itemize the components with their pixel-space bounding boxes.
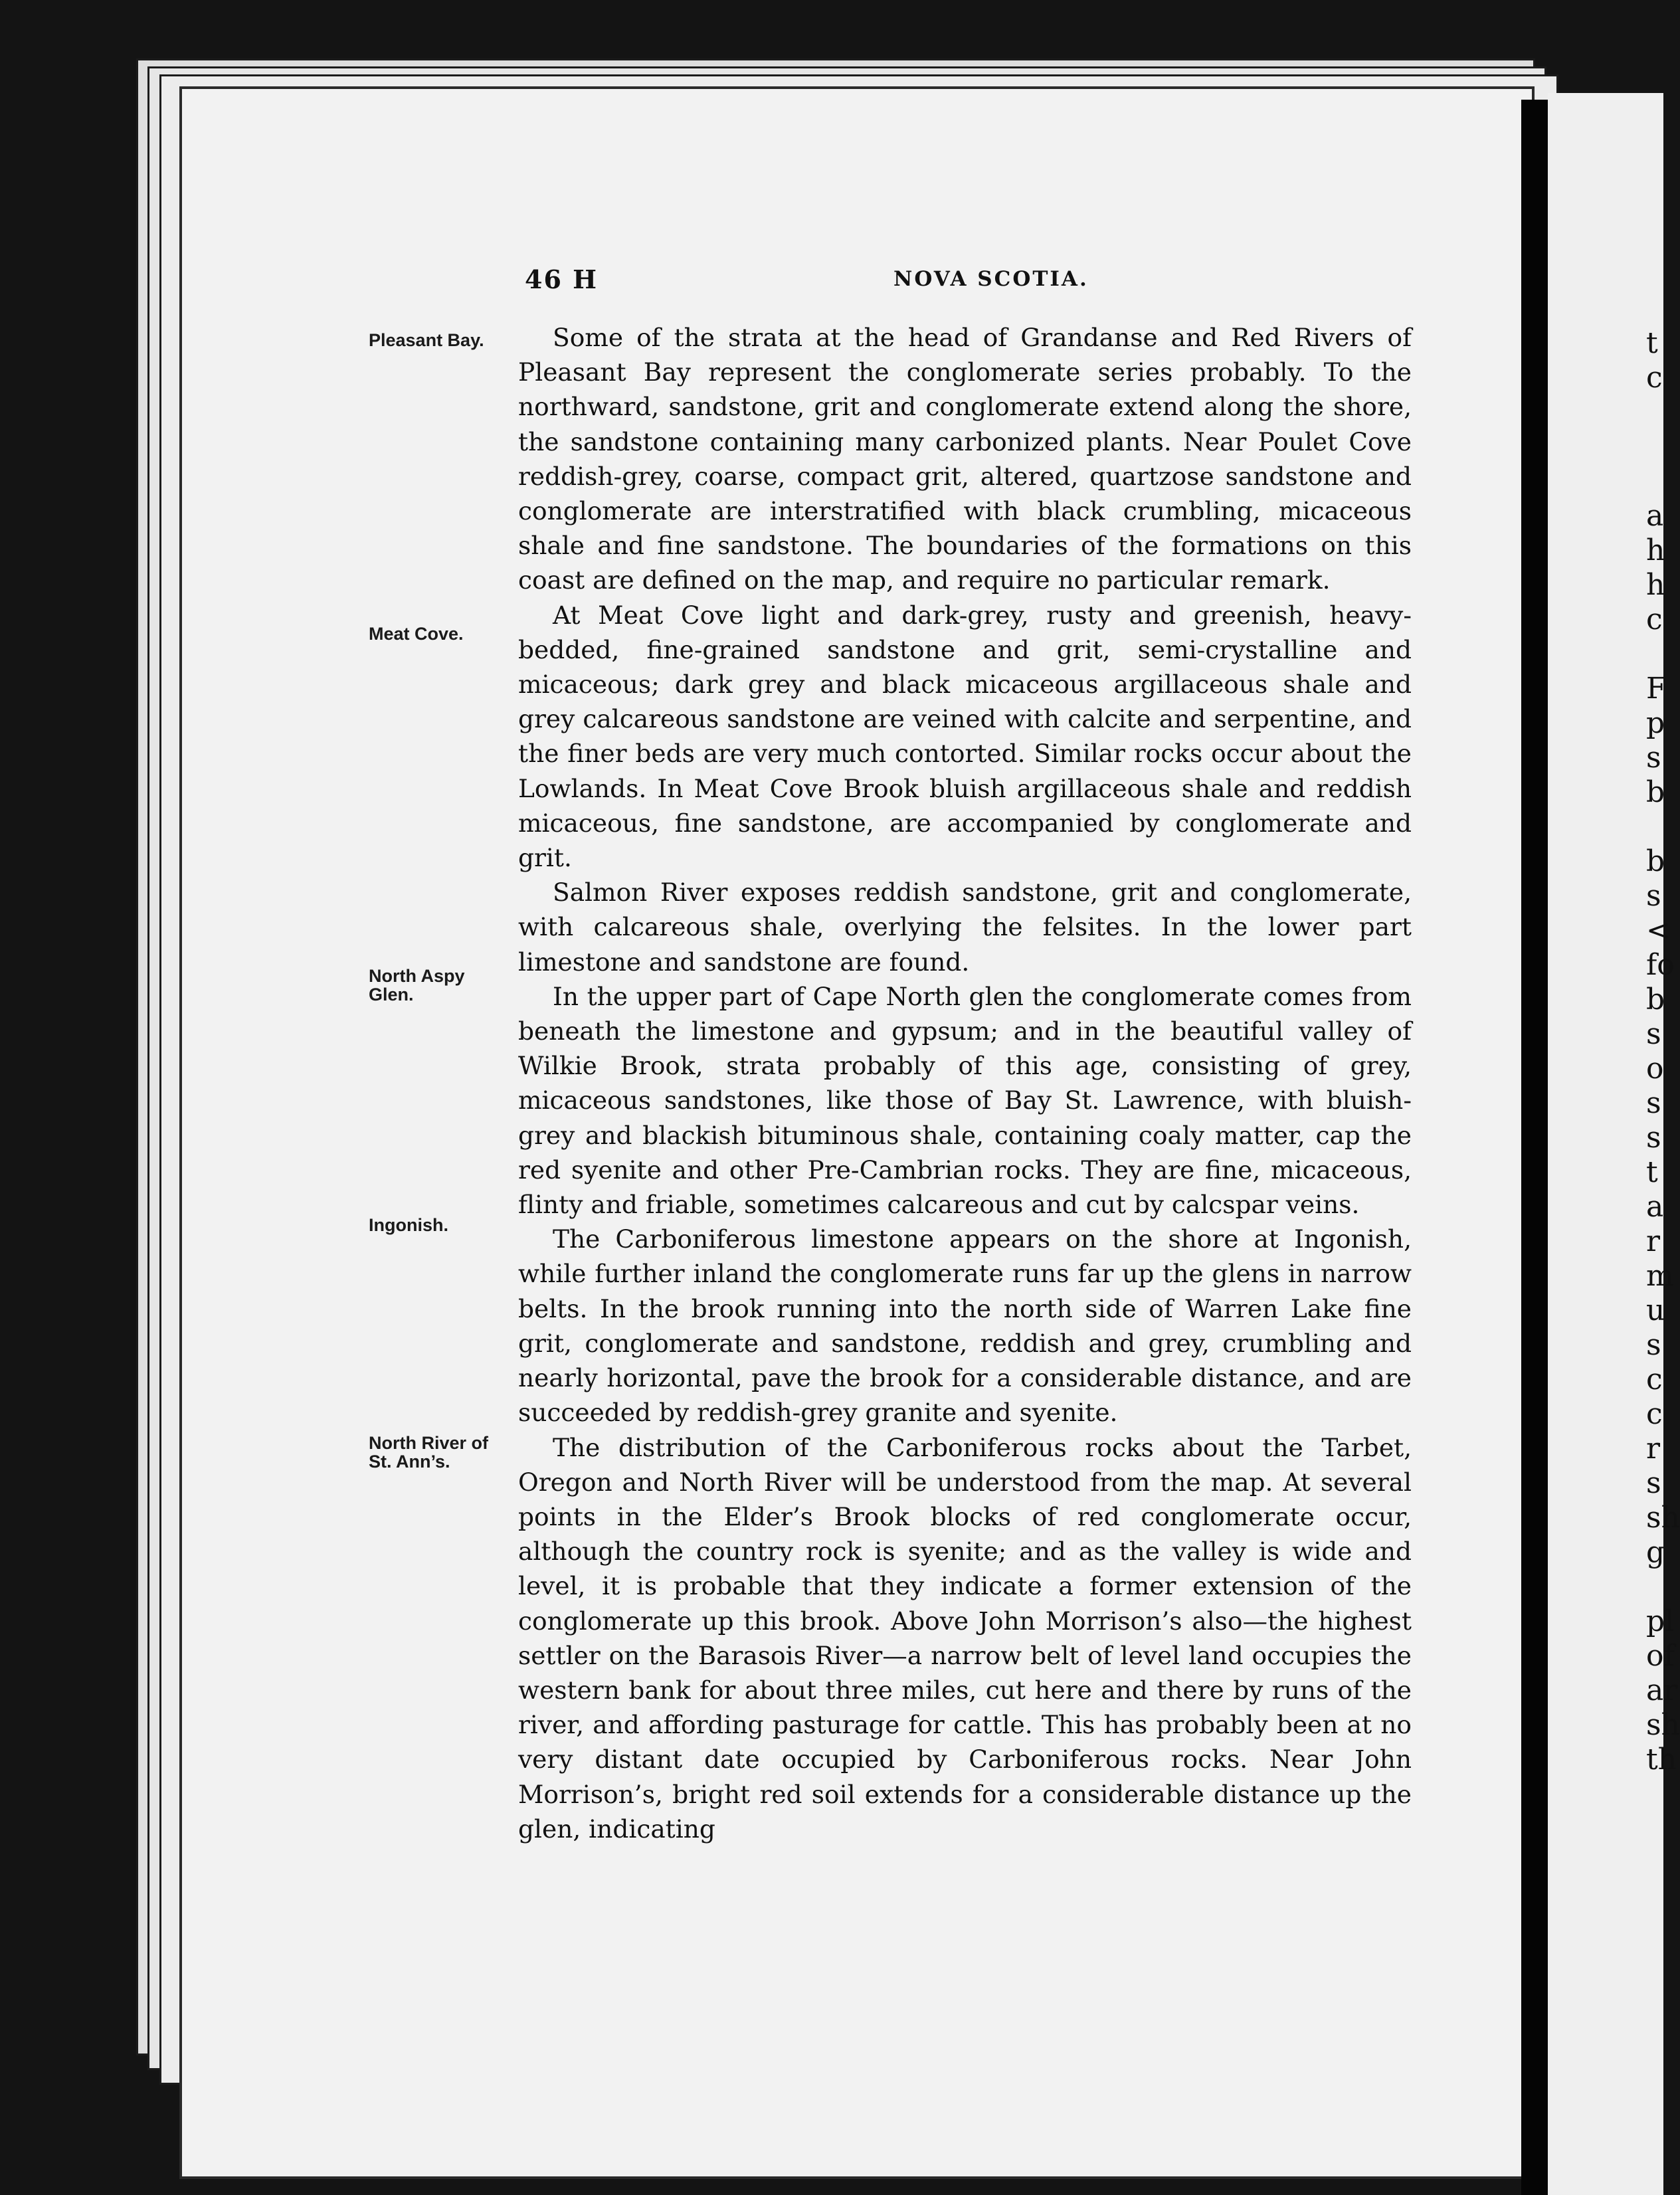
facing-page-fragment: sh	[1646, 1708, 1680, 1742]
facing-page-fragment: b	[1646, 844, 1665, 878]
facing-page-fragment: ar	[1646, 1673, 1678, 1707]
facing-page-fragment: g	[1646, 1535, 1665, 1569]
facing-page-fragment: c	[1646, 361, 1663, 395]
facing-page-fragment: p	[1646, 706, 1665, 740]
facing-page-fragment: b	[1646, 775, 1665, 809]
facing-page-fragment: s	[1646, 1121, 1661, 1155]
facing-page-fragment: t	[1646, 1155, 1658, 1189]
facing-page-fragment: s	[1646, 1328, 1661, 1362]
side-note-north-aspy-glen: North Aspy Glen.	[369, 966, 465, 1004]
body-text	[518, 320, 1412, 1846]
side-note-meat-cove: Meat Cove.	[369, 624, 464, 644]
facing-page-fragment: a	[1646, 499, 1664, 533]
facing-page-fragment: r	[1646, 1224, 1661, 1258]
paragraph-pleasant-bay: Some of the strata at the head of Grandanse and Red Rivers of Pleasant Bay represent the conglomerate series probably. To the northward, sandstone, grit and conglomerate extend along the shore, the sandstone containing many carbonized plants. Near Poulet Cove reddish-grey, coarse, compact grit, altered, quartzose sandstone and conglomerate are interstratified with black crumbling, micaceous shale and fine sandstone. The boundaries of the formations on this coast are defined on the map, and require no particular remark.	[518, 323, 1412, 595]
facing-page-fragment: s	[1646, 1017, 1661, 1051]
side-note-ingonish: Ingonish.	[369, 1215, 448, 1235]
facing-page-fragment: s	[1646, 879, 1661, 913]
facing-page-fragment: u	[1646, 1293, 1665, 1327]
facing-page	[1548, 93, 1680, 2195]
facing-page-fragment: s	[1646, 1466, 1661, 1500]
facing-page-fragment: o	[1646, 1052, 1664, 1086]
facing-page-fragment: r	[1646, 1432, 1661, 1466]
facing-page-fragment: th	[1646, 1743, 1677, 1776]
running-head: NOVA SCOTIA.	[893, 267, 1089, 291]
facing-page-fragment: c	[1646, 603, 1663, 636]
facing-page-fragment: m	[1646, 1259, 1674, 1293]
facing-page-fragment: <	[1646, 913, 1671, 947]
facing-page-fragment: pl	[1646, 1604, 1675, 1638]
paragraph-north-river: The distribution of the Carboniferous rocks about the Tarbet, Oregon and North River will be understood from the map. At several points in the Elder’s Brook blocks of red conglomerate occur, although the country rock is syenite; and as the valley is wide and level, it is probable that they indicate a former extension of the conglomerate up this brook. Above John Morrison’s also—the highest settler on the Barasois River—a narrow belt of level land occupies the western bank for about three miles, cut here and there by runs of the river, and affording pasturage for cattle. This has probably been at no very distant date occupied by Carboniferous rocks. Near John Morrison’s, bright red soil extends for a considerable distance up the glen, indicating	[518, 1432, 1412, 1844]
paragraph-meat-cove: At Meat Cove light and dark-grey, rusty and greenish, heavy-bedded, fine-grained sandstone and grit, semi-crystalline and micaceous; dark grey and black micaceous argillaceous shale and grey calcareous sandstone are veined with calcite and serpentine, and the finer beds are very much contorted. Similar rocks occur about the Lowlands. In Meat Cove Brook bluish argillaceous shale and reddish micaceous, fine sandstone, are accompanied by conglomerate and grit.	[518, 600, 1412, 873]
page-header	[525, 264, 1408, 298]
paragraph-north-aspy-glen: In the upper part of Cape North glen the conglomerate comes from beneath the limestone and gypsum; and in the beautiful valley of Wilkie Brook, strata probably of this age, consisting of grey, micaceous sandstones, like those of Bay St. Lawrence, with bluish-grey and blackish bituminous shale, containing coaly matter, cap the red syenite and other Pre-Cambrian rocks. They are fine, micaceous, flinty and friable, sometimes calcareous and cut by calcspar veins.	[518, 981, 1412, 1220]
side-note-pleasant-bay: Pleasant Bay.	[369, 330, 484, 350]
facing-page-fragment: t	[1646, 326, 1658, 360]
facing-page-fragment: h	[1646, 533, 1665, 567]
facing-page-fragment: h	[1646, 568, 1665, 602]
facing-page-fragment: of	[1646, 1639, 1675, 1673]
facing-page-fragment: F	[1646, 672, 1667, 706]
side-note-north-river-st-anns: North River of St. Ann’s.	[369, 1433, 489, 1472]
page-number: 46 H	[525, 264, 599, 294]
facing-page-fragment: s	[1646, 741, 1661, 775]
facing-page-fragment: c	[1646, 1397, 1663, 1431]
facing-page-fragment: a	[1646, 1190, 1664, 1224]
paragraph-salmon-river: Salmon River exposes reddish sandstone, grit and conglomerate, with calcareous shale, overlying the felsites. In the lower part limestone and sandstone are found.	[518, 878, 1412, 977]
facing-page-fragment: c	[1646, 1363, 1663, 1396]
facing-page-fragment: fo	[1646, 948, 1675, 982]
facing-page-fragment: b	[1646, 983, 1665, 1016]
paragraph-ingonish: The Carboniferous limestone appears on the shore at Ingonish, while further inland the conglomerate runs far up the glens in narrow belts. In the brook running into the north side of Warren Lake fine grit, conglomerate and sandstone, reddish and grey, crumbling and nearly horizontal, pave the brook for a considerable distance, and are succeeded by reddish-grey granite and syenite.	[518, 1224, 1412, 1428]
facing-page-fragment: s	[1646, 1086, 1661, 1120]
facing-page-fragment: sh	[1646, 1501, 1680, 1535]
